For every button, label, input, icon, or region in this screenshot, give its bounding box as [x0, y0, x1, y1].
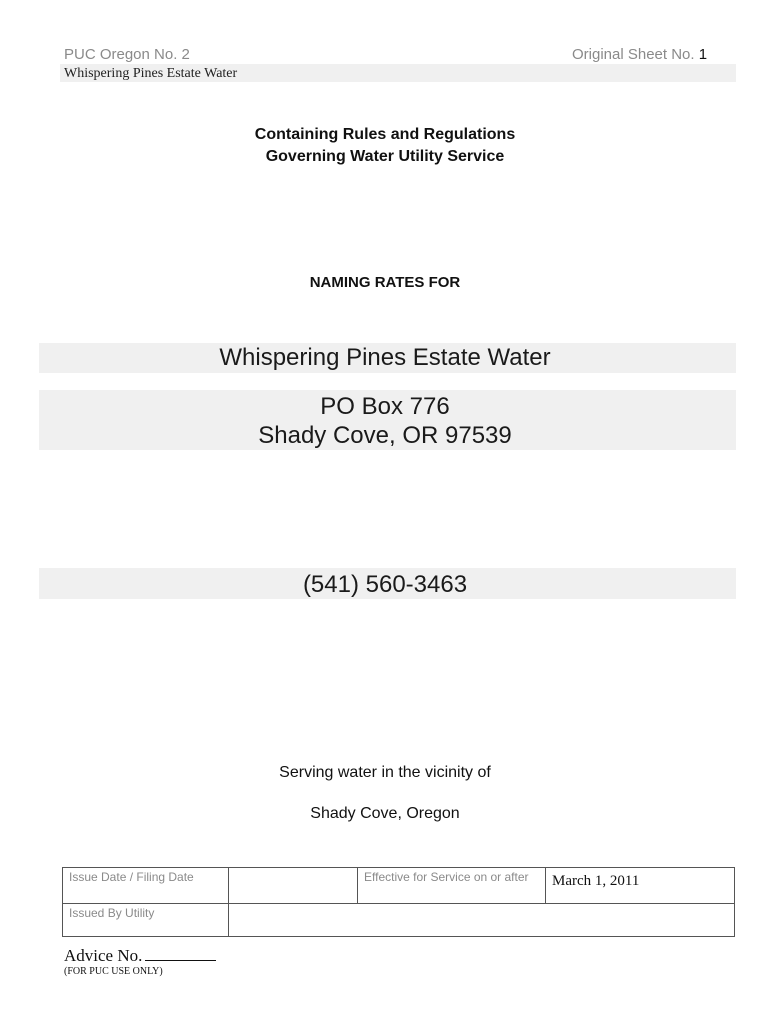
effective-date-field[interactable]: March 1, 2011	[546, 868, 735, 904]
issue-date-label: Issue Date / Filing Date	[63, 868, 229, 904]
filing-table	[62, 867, 735, 937]
sheet-label: Original Sheet No.	[572, 46, 695, 63]
serving-text: Serving water in the vicinity of	[279, 764, 491, 781]
advice-label: Advice No.	[64, 946, 143, 965]
effective-date-label: Effective for Service on or after	[358, 868, 546, 904]
advice-number	[64, 946, 216, 966]
title-line-1: Containing Rules and Regulations	[254, 126, 516, 143]
table-row	[63, 904, 735, 937]
sheet-number: 1	[698, 46, 708, 63]
puc-use-only-note: (FOR PUC USE ONLY)	[64, 966, 163, 977]
puc-number: PUC Oregon No. 2	[64, 46, 190, 63]
sheet-number-label	[572, 46, 707, 63]
issued-by-field[interactable]	[229, 904, 735, 937]
naming-rates-heading: NAMING RATES FOR	[309, 274, 461, 291]
company-name: Whispering Pines Estate Water	[219, 344, 551, 371]
issue-date-field[interactable]	[229, 868, 358, 904]
phone-number: (541) 560-3463	[302, 571, 468, 598]
issued-by-label: Issued By Utility	[63, 904, 229, 937]
title-line-2: Governing Water Utility Service	[265, 148, 505, 165]
address-line-1: PO Box 776	[320, 393, 450, 420]
service-area: Shady Cove, Oregon	[310, 805, 460, 822]
advice-number-field[interactable]	[145, 946, 216, 961]
table-row	[63, 868, 735, 904]
header-company-name: Whispering Pines Estate Water	[64, 66, 238, 81]
address-line-2: Shady Cove, OR 97539	[258, 422, 512, 449]
